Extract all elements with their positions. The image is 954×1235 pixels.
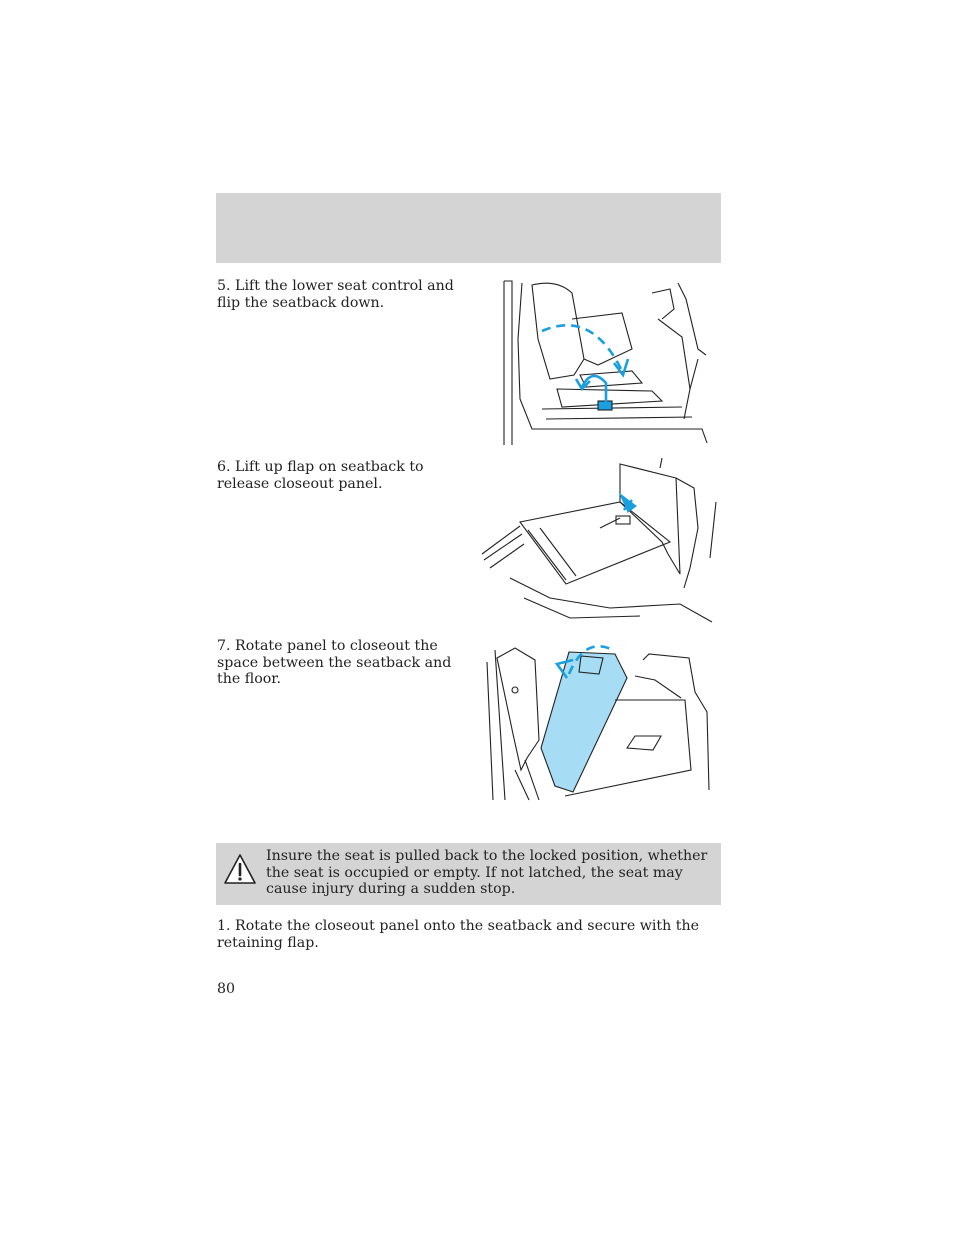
figure-seatback-flap xyxy=(480,458,724,624)
step-7-text: 7. Rotate panel to closeout the space between the seatback and the floor. xyxy=(217,638,452,687)
figure-rotate-panel xyxy=(485,640,713,804)
page-number: 80 xyxy=(217,981,236,997)
step-6-text: 6. Lift up flap on seatback to release closeout panel. xyxy=(217,459,424,492)
figure-seat-flip xyxy=(502,279,716,447)
header-bar xyxy=(216,193,721,263)
instruction-text: 1. Rotate the closeout panel onto the seatback and secure with the retaining flap. xyxy=(217,918,700,951)
step-5-text: 5. Lift the lower seat control and flip the seatback down. xyxy=(217,278,454,311)
warning-icon xyxy=(223,851,257,889)
warning-box xyxy=(216,843,721,905)
warning-text: Insure the seat is pulled back to the locked position, whether the seat is occupied or empty. If not latched, the seat may cause injury during a sudden stop. xyxy=(266,848,708,897)
